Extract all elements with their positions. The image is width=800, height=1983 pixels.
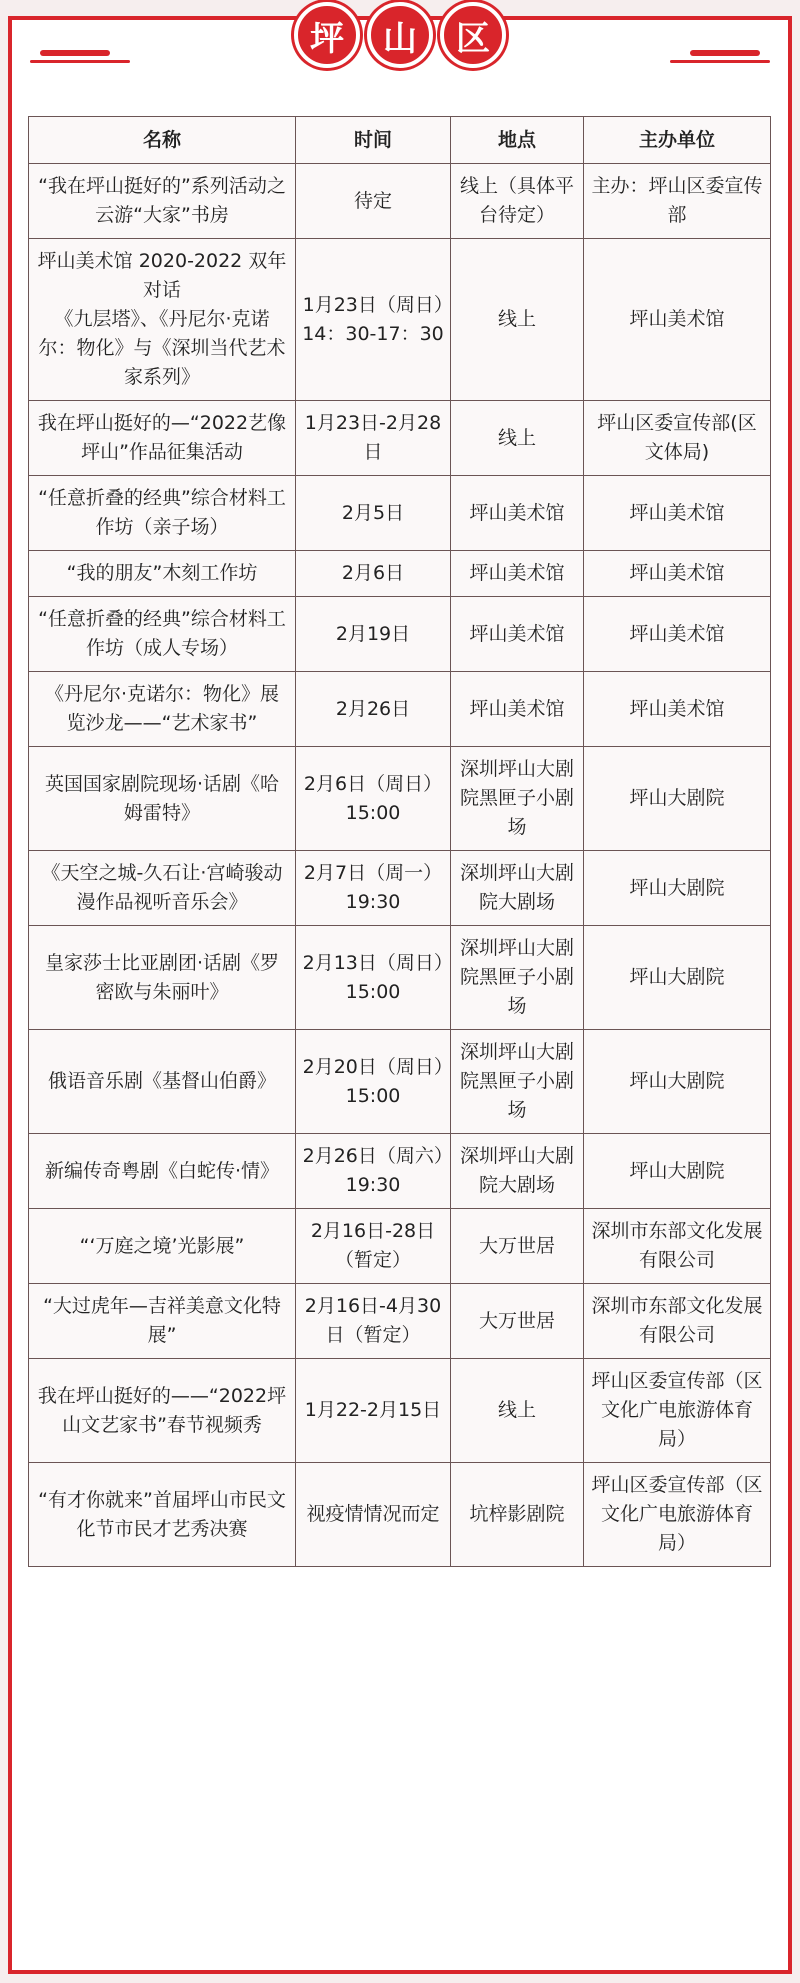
cell-location: 线上（具体平台待定） (451, 164, 584, 239)
column-header-organizer: 主办单位 (584, 117, 771, 164)
table-row (29, 401, 771, 476)
cell-time: 2月7日（周一）19:30 (296, 851, 451, 926)
table-row (29, 597, 771, 672)
cell-name: “任意折叠的经典”综合材料工作坊（成人专场） (29, 597, 296, 672)
column-header-name: 名称 (29, 117, 296, 164)
cell-location: 坪山美术馆 (451, 597, 584, 672)
cell-location: 坑梓影剧院 (451, 1463, 584, 1567)
cell-time: 2月6日（周日）15:00 (296, 747, 451, 851)
cell-organizer: 坪山美术馆 (584, 597, 771, 672)
cell-name: 英国国家剧院现场·话剧《哈姆雷特》 (29, 747, 296, 851)
cell-time: 2月26日 (296, 672, 451, 747)
cell-organizer: 深圳市东部文化发展有限公司 (584, 1284, 771, 1359)
cell-name: 《丹尼尔·克诺尔：物化》展览沙龙——“艺术家书” (29, 672, 296, 747)
table-row (29, 164, 771, 239)
cell-organizer: 坪山美术馆 (584, 239, 771, 401)
cell-organizer: 坪山区委宣传部（区文化广电旅游体育局） (584, 1359, 771, 1463)
cell-name: “大过虎年—吉祥美意文化特展” (29, 1284, 296, 1359)
cell-time: 2月13日（周日）15:00 (296, 926, 451, 1030)
cell-time: 2月16日-4月30日（暂定） (296, 1284, 451, 1359)
table-row (29, 1134, 771, 1209)
cell-location: 深圳坪山大剧院黑匣子小剧场 (451, 1030, 584, 1134)
cell-time: 1月22-2月15日 (296, 1359, 451, 1463)
cell-location: 线上 (451, 239, 584, 401)
column-header-location: 地点 (451, 117, 584, 164)
left-decor-bar (40, 50, 110, 56)
column-header-time: 时间 (296, 117, 451, 164)
table-row (29, 551, 771, 597)
cell-location: 大万世居 (451, 1209, 584, 1284)
table-row (29, 672, 771, 747)
cell-time: 待定 (296, 164, 451, 239)
cell-location: 深圳坪山大剧院大剧场 (451, 1134, 584, 1209)
table-row (29, 476, 771, 551)
table-row (29, 851, 771, 926)
table-row (29, 1030, 771, 1134)
table-row (29, 747, 771, 851)
cell-name: “任意折叠的经典”综合材料工作坊（亲子场） (29, 476, 296, 551)
right-decor-bar (690, 50, 760, 56)
cell-location: 坪山美术馆 (451, 476, 584, 551)
table-row (29, 926, 771, 1030)
cell-name: 坪山美术馆 2020-2022 双年对话 《九层塔》、《丹尼尔·克诺尔：物化》与《深圳当代艺术家系列》 (29, 239, 296, 401)
title-char-2: 山 (367, 2, 433, 68)
title-char-3: 区 (440, 2, 506, 68)
cell-organizer: 坪山大剧院 (584, 747, 771, 851)
cell-name: 我在坪山挺好的——“2022坪山文艺家书”春节视频秀 (29, 1359, 296, 1463)
cell-organizer: 坪山美术馆 (584, 672, 771, 747)
cell-location: 深圳坪山大剧院黑匣子小剧场 (451, 926, 584, 1030)
cell-organizer: 坪山区委宣传部(区文体局) (584, 401, 771, 476)
cell-name: “我的朋友”木刻工作坊 (29, 551, 296, 597)
table-row (29, 1209, 771, 1284)
cell-organizer: 坪山大剧院 (584, 926, 771, 1030)
table-row (29, 1359, 771, 1463)
cell-name: “有才你就来”首届坪山市民文化节市民才艺秀决赛 (29, 1463, 296, 1567)
cell-location: 深圳坪山大剧院大剧场 (451, 851, 584, 926)
cell-time: 2月5日 (296, 476, 451, 551)
cell-name: 皇家莎士比亚剧团·话剧《罗密欧与朱丽叶》 (29, 926, 296, 1030)
cell-time: 2月20日（周日）15:00 (296, 1030, 451, 1134)
events-table (28, 116, 771, 1567)
cell-location: 坪山美术馆 (451, 551, 584, 597)
cell-location: 大万世居 (451, 1284, 584, 1359)
cell-name: 新编传奇粤剧《白蛇传·情》 (29, 1134, 296, 1209)
cell-name: “我在坪山挺好的”系列活动之云游“大家”书房 (29, 164, 296, 239)
cell-organizer: 坪山大剧院 (584, 1134, 771, 1209)
cell-time: 2月6日 (296, 551, 451, 597)
cell-location: 线上 (451, 1359, 584, 1463)
cell-organizer: 坪山大剧院 (584, 1030, 771, 1134)
cell-location: 线上 (451, 401, 584, 476)
cell-organizer: 坪山美术馆 (584, 551, 771, 597)
cell-time: 2月16日-28日（暂定） (296, 1209, 451, 1284)
table-row (29, 1463, 771, 1567)
cell-name: 我在坪山挺好的—“2022艺像坪山”作品征集活动 (29, 401, 296, 476)
cell-organizer: 坪山区委宣传部（区文化广电旅游体育局） (584, 1463, 771, 1567)
right-decor-line (670, 60, 770, 63)
cell-time: 2月26日（周六）19:30 (296, 1134, 451, 1209)
district-title (290, 0, 510, 72)
cell-location: 坪山美术馆 (451, 672, 584, 747)
cell-time: 2月19日 (296, 597, 451, 672)
cell-name: 《天空之城-久石让·宫崎骏动漫作品视听音乐会》 (29, 851, 296, 926)
cell-organizer: 坪山大剧院 (584, 851, 771, 926)
cell-time: 1月23日（周日）14：30-17：30 (296, 239, 451, 401)
cell-name: “‘万庭之境’光影展” (29, 1209, 296, 1284)
cell-location: 深圳坪山大剧院黑匣子小剧场 (451, 747, 584, 851)
cell-name: 俄语音乐剧《基督山伯爵》 (29, 1030, 296, 1134)
cell-organizer: 深圳市东部文化发展有限公司 (584, 1209, 771, 1284)
cell-organizer: 主办：坪山区委宣传部 (584, 164, 771, 239)
events-table-wrap (28, 116, 770, 1567)
cell-time: 1月23日-2月28日 (296, 401, 451, 476)
left-decor-line (30, 60, 130, 63)
table-row (29, 1284, 771, 1359)
title-char-1: 坪 (294, 2, 360, 68)
table-row (29, 239, 771, 401)
table-header-row (29, 117, 771, 164)
cell-time: 视疫情情况而定 (296, 1463, 451, 1567)
cell-organizer: 坪山美术馆 (584, 476, 771, 551)
